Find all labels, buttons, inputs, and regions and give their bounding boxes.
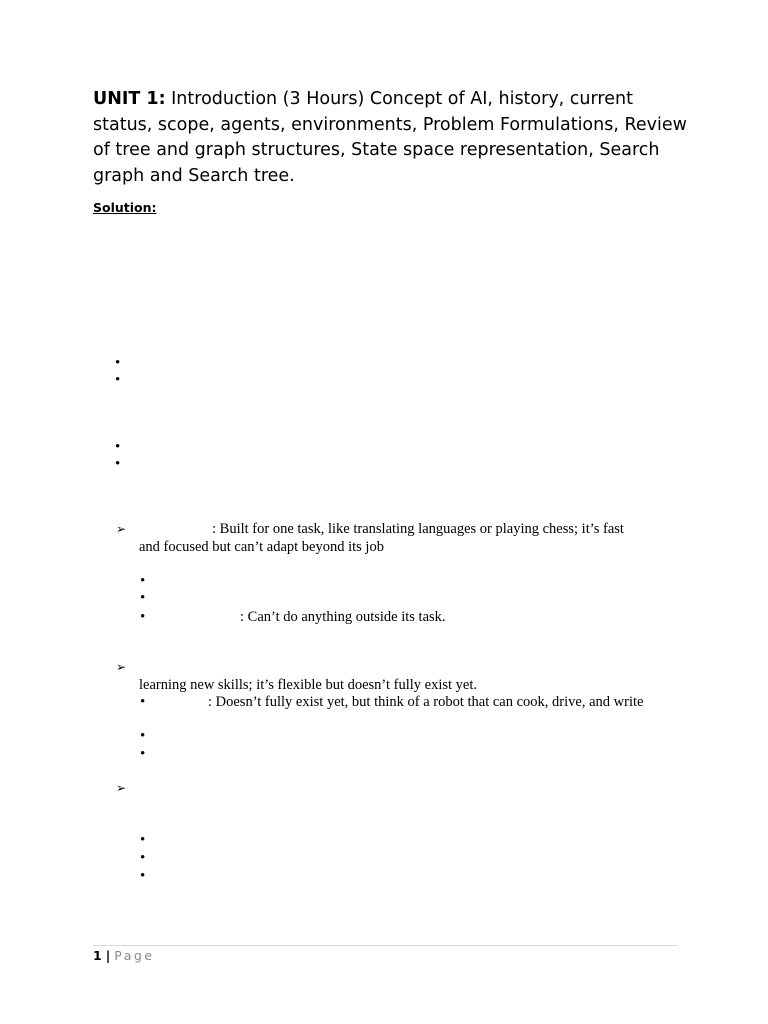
page-footer [93,948,155,963]
bullet-marker: • [140,746,146,762]
unit-heading [93,87,693,189]
footer-divider [93,945,678,946]
bullet-marker: • [140,694,146,710]
footer-separator: | [105,948,111,963]
bullet-marker: • [140,868,146,884]
unit-description: Introduction (3 Hours) Concept of AI, history, current status, scope, agents, environments, Problem Formulations, Review of tree and graph structures, State space representation, Search graph and Search tree. [93,89,687,186]
bullet-marker: • [140,573,146,589]
page-label: Page [114,948,155,963]
narrow-ai-limitation: : Can’t do anything outside its task. [240,609,446,625]
arrow-bullet-icon: ➢ [116,522,127,536]
bullet-marker: • [140,850,146,866]
page-number: 1 [93,948,102,963]
unit-label: UNIT 1: [93,89,166,109]
arrow-bullet-icon: ➢ [116,660,127,674]
bullet-marker: • [140,590,146,606]
narrow-ai-description-line2: and focused but can’t adapt beyond its job [139,539,384,555]
bullet-marker: • [115,456,121,472]
general-ai-example: : Doesn’t fully exist yet, but think of a robot that can cook, drive, and write [208,694,644,710]
solution-label: Solution: [93,200,157,215]
general-ai-description-line2: learning new skills; it’s flexible but doesn’t fully exist yet. [139,677,478,693]
narrow-ai-description-line1: : Built for one task, like translating languages or playing chess; it’s fast [212,521,624,537]
bullet-marker: • [115,372,121,388]
arrow-bullet-icon: ➢ [116,781,127,795]
bullet-marker: • [140,609,146,625]
bullet-marker: • [115,439,121,455]
bullet-marker: • [140,832,146,848]
bullet-marker: • [115,355,121,371]
bullet-marker: • [140,728,146,744]
